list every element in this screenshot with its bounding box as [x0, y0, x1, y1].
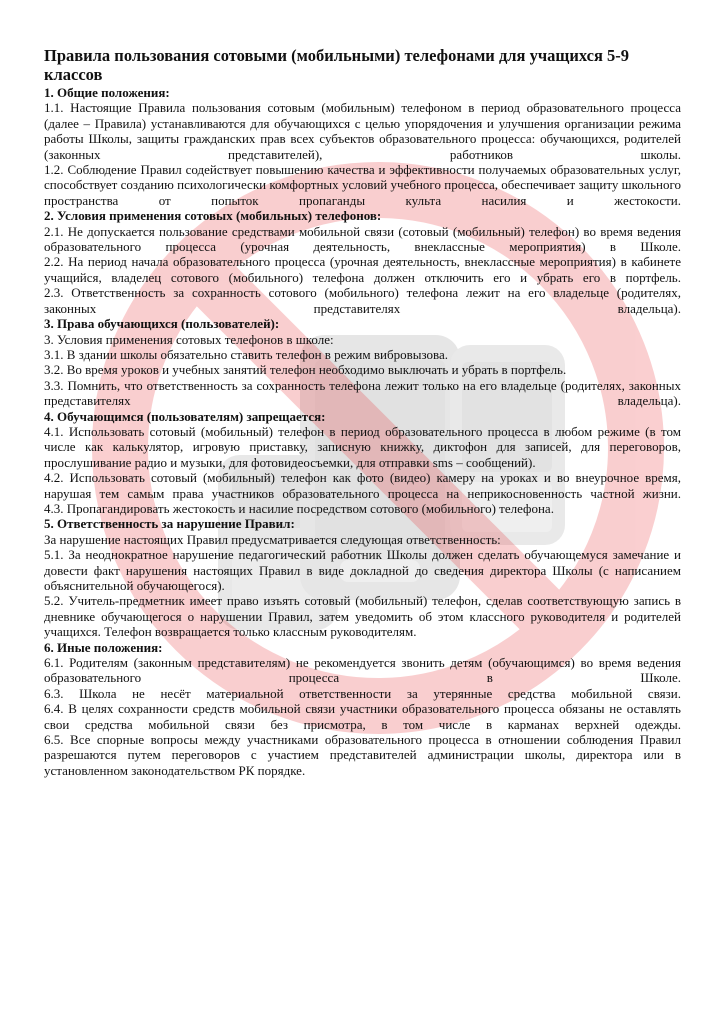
document: [44, 46, 681, 778]
section-heading: 2. Условия применения сотовых (мобильных) телефонов:: [44, 208, 382, 224]
paragraph: 4.2. Использовать сотовый (мобильный) телефон как фото (видео) камеру на уроках и во внеурочное время, нарушая тем самым права участников образовательного процесса на неприкосновенность частной жизни.: [44, 470, 681, 501]
paragraph: 2.2. На период начала образовательного процесса (урочная деятельность, внеклассные мероприятия) в кабинете учащийся, владелец сотового (мобильного) телефона должен отключить его и убрать его в портфель.: [44, 254, 681, 285]
paragraph: 6.1. Родителям (законным представителям) не рекомендуется звонить детям (обучающимся) во время ведения образовательного процесса в Школе.: [44, 655, 681, 686]
paragraph: 2.1. Не допускается пользование средствами мобильной связи (сотовый (мобильный) телефон) во время ведения образовательного процесса (урочная деятельность, внеклассные мероприятия) в Школе.: [44, 223, 681, 255]
paragraph: 3. Условия применения сотовых телефонов в школе:: [44, 331, 334, 347]
paragraph: 5.1. За неоднократное нарушение педагогический работник Школы должен сделать обучающемуся замечание и довести факт нарушения настоящих Правил в виде докладной до сведения директора Школы (с написанием объяснительной обучающегося).: [44, 547, 681, 593]
section-heading: 5. Ответственность за нарушение Правил:: [44, 516, 295, 532]
paragraph: 1.2. Соблюдение Правил содействует повышению качества и эффективности получаемых образовательных услуг, способствует созданию психологически комфортных условий учебного процесса, обеспечивает защиту школьного пространства от попыток пропаганды культа насилия и жестокости.: [44, 162, 681, 208]
paragraph: 6.5. Все спорные вопросы между участниками образовательного процесса в отношении соблюдения Правил разрешаются путем переговоров с участием представителей администрации школы, директора или в установленном законодательством РК порядке.: [44, 732, 681, 778]
section-heading: 1. Общие положения:: [44, 85, 170, 100]
paragraph: За нарушение настоящих Правил предусматривается следующая ответственность:: [44, 531, 501, 547]
paragraph: 4.3. Пропагандировать жестокость и насилие посредством сотового (мобильного) телефона.: [44, 500, 554, 516]
paragraph: 3.3. Помнить, что ответственность за сохранность телефона лежит только на его владельце (родителях, законных представителях владельца).: [44, 377, 681, 409]
paragraph: 6.3. Школа не несёт материальной ответственности за утерянные средства мобильной связи.: [44, 685, 681, 701]
paragraph: 6.4. В целях сохранности средств мобильной связи участники образовательного процесса обязаны не оставлять свои средства мобильной связи без присмотра, в том числе в карманах верхней одежды.: [44, 701, 681, 732]
section-heading: 3. Права обучающихся (пользователей):: [44, 316, 280, 332]
paragraph: 4.1. Использовать сотовый (мобильный) телефон в период образовательного процесса в любом режиме (в том числе как калькулятор, игровую приставку, записную книжку, диктофон для записей, для переговоров, прослушивание радио и музыки, для фотовидеосъемки, для отправки sms – сообщений).: [44, 423, 681, 470]
section-heading: 6. Иные положения:: [44, 639, 163, 655]
paragraph: 3.1. В здании школы обязательно ставить телефон в режим вибровызова.: [44, 346, 448, 362]
paragraph: 5.2. Учитель-предметник имеет право изъять сотовый (мобильный) телефон, сделав соответствующую запись в дневнике обучающегося о нарушении Правил, затем уведомить об этом классного руководителя и родителей учащихся. Телефон возвращается только классным руководителям.: [44, 593, 681, 640]
paragraph: 2.3. Ответственность за сохранность сотового (мобильного) телефона лежит на его владельце (родителях, законных представителях владельца).: [44, 285, 681, 316]
document-title: Правила пользования сотовыми (мобильными) телефонами для учащихся 5-9 классов: [44, 46, 629, 84]
section-heading: 4. Обучающимся (пользователям) запрещается:: [44, 408, 326, 424]
paragraph: 1.1. Настоящие Правила пользования сотовым (мобильным) телефоном в период образовательного процесса (далее – Правила) устанавливаются для обучающихся с целью упорядочения и улучшения организации режима работы Школы, защиты гражданских прав всех субъектов образовательного процесса: обучающихся, родителей (законных представителей), работников школы.: [44, 100, 681, 162]
paragraph: 3.2. Во время уроков и учебных занятий телефон необходимо выключать и убрать в портфель.: [44, 362, 567, 378]
